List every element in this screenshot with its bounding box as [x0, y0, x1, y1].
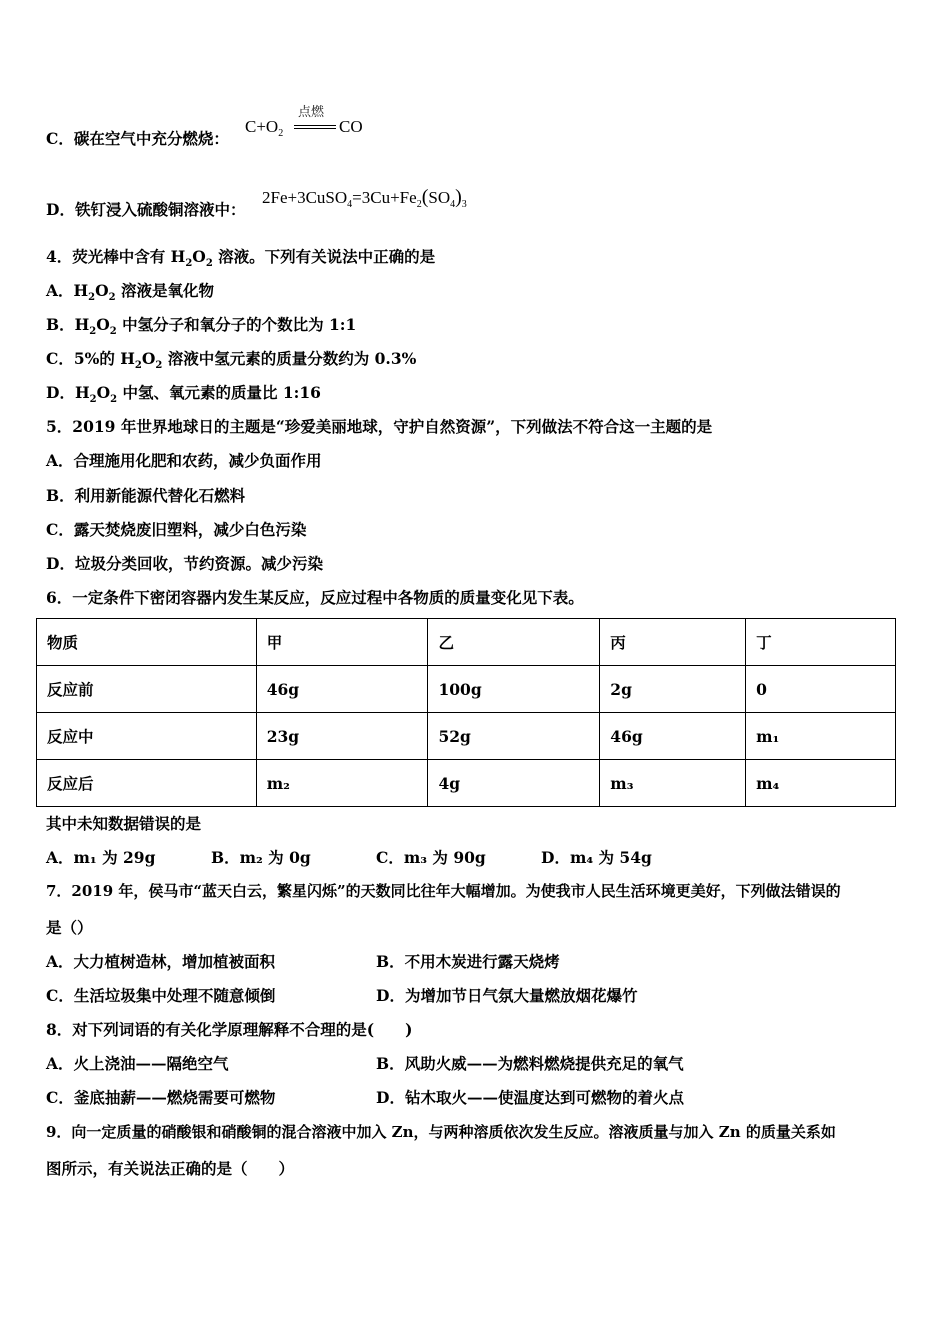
table-row [37, 760, 896, 807]
q8-option-b: B．风助火威——为燃料燃烧提供充足的氧气 [376, 1054, 684, 1073]
q5-option-c: C．露天焚烧废旧塑料，减少白色污染 [46, 520, 307, 539]
table-cell: m₁ [746, 713, 896, 760]
equals-bar-bottom [294, 128, 336, 129]
table-cell: 甲 [256, 619, 428, 666]
q8-option-a: A．火上浇油——隔绝空气 [46, 1054, 229, 1073]
table-cell: m₃ [600, 760, 746, 807]
q6-stem: 6．一定条件下密闭容器内发生某反应，反应过程中各物质的质量变化见下表。 [46, 588, 584, 607]
q7-option-b: B．不用木炭进行露天烧烤 [376, 952, 560, 971]
q9-stem-line2: 图所示，有关说法正确的是（ ） [46, 1159, 295, 1178]
table-cell: 丁 [746, 619, 896, 666]
table-cell: m₂ [256, 760, 428, 807]
q7-option-d: D．为增加节日气氛大量燃放烟花爆竹 [376, 986, 638, 1005]
table-cell: 丙 [600, 619, 746, 666]
table-cell: 物质 [37, 619, 257, 666]
equals-bar-top [294, 125, 336, 126]
table-header-row [37, 619, 896, 666]
q7-option-c: C．生活垃圾集中处理不随意倾倒 [46, 986, 276, 1005]
q7-option-a: A．大力植树造林，增加植被面积 [46, 952, 276, 971]
table-cell: 乙 [428, 619, 600, 666]
table-cell: 46g [600, 713, 746, 760]
q4-option-c: C．5%的 $H_2O_2$ 溶液中氢元素的质量分数约为 0.3% [46, 349, 417, 371]
q4-option-d: D．$H_2O_2$ 中氢、氧元素的质量比 1:16 [46, 383, 321, 405]
q9-stem-line1: 9．向一定质量的硝酸银和硝酸铜的混合溶液中加入 Zn，与两种溶质依次发生反应。溶液质量与加入 Zn 的质量关系如 [46, 1123, 836, 1141]
q7-stem-line1: 7．2019 年，侯马市“蓝天白云，繁星闪烁”的天数同比往年大幅增加。为使我市人民生活环境更美好，下列做法错误的 [46, 882, 841, 900]
q4-stem: 4．荧光棒中含有 $H_2O_2$ 溶液。下列有关说法中正确的是 [46, 247, 436, 269]
q6-option-d: D．m₄ 为 54g [541, 848, 652, 867]
q4-option-b: B．$H_2O_2$ 中氢分子和氧分子的个数比为 1:1 [46, 315, 357, 337]
table-row [37, 666, 896, 713]
q3-c-left: $C+O_2$ [245, 117, 284, 139]
q5-option-a: A．合理施用化肥和农药，减少负面作用 [46, 451, 322, 470]
table-cell: 100g [428, 666, 600, 713]
table-cell: 0 [746, 666, 896, 713]
table-cell: 反应后 [37, 760, 257, 807]
q7-stem-line2: 是（） [46, 918, 93, 937]
q5-stem: 5．2019 年世界地球日的主题是“珍爱美丽地球，守护自然资源”，下列做法不符合这一主题的是 [46, 417, 713, 436]
q5-option-b: B．利用新能源代替化石燃料 [46, 486, 246, 505]
q3-d-equation: $2Fe+3CuSO_4=3Cu+Fe_2(SO_4)_3$ [262, 186, 467, 210]
table-cell: 52g [428, 713, 600, 760]
q3-option-c: C．碳在空气中充分燃烧： [46, 129, 229, 148]
q6-option-b: B．m₂ 为 0g [211, 848, 311, 867]
table-cell: 2g [600, 666, 746, 713]
q6-question: 其中未知数据错误的是 [46, 814, 202, 833]
table-cell: m₄ [746, 760, 896, 807]
table-cell: 23g [256, 713, 428, 760]
q3-c-right: CO [339, 117, 363, 136]
q3-c-condition: 点燃 [298, 105, 325, 120]
q6-option-c: C．m₃ 为 90g [376, 848, 486, 867]
q8-option-c: C．釜底抽薪——燃烧需要可燃物 [46, 1088, 276, 1107]
table-cell: 反应前 [37, 666, 257, 713]
mass-change-table [36, 618, 896, 807]
q3-option-d: D．铁钉浸入硫酸铜溶液中： [46, 200, 246, 219]
q8-option-d: D．钻木取火——使温度达到可燃物的着火点 [376, 1088, 684, 1107]
table-cell: 4g [428, 760, 600, 807]
table-cell: 反应中 [37, 713, 257, 760]
q4-option-a: A．$H_2O_2$ 溶液是氧化物 [46, 281, 215, 303]
q6-option-a: A．m₁ 为 29g [46, 848, 156, 867]
table-cell: 46g [256, 666, 428, 713]
table-row [37, 713, 896, 760]
q8-stem: 8．对下列词语的有关化学原理解释不合理的是( ) [46, 1020, 413, 1039]
q5-option-d: D．垃圾分类回收，节约资源。减少污染 [46, 554, 323, 573]
